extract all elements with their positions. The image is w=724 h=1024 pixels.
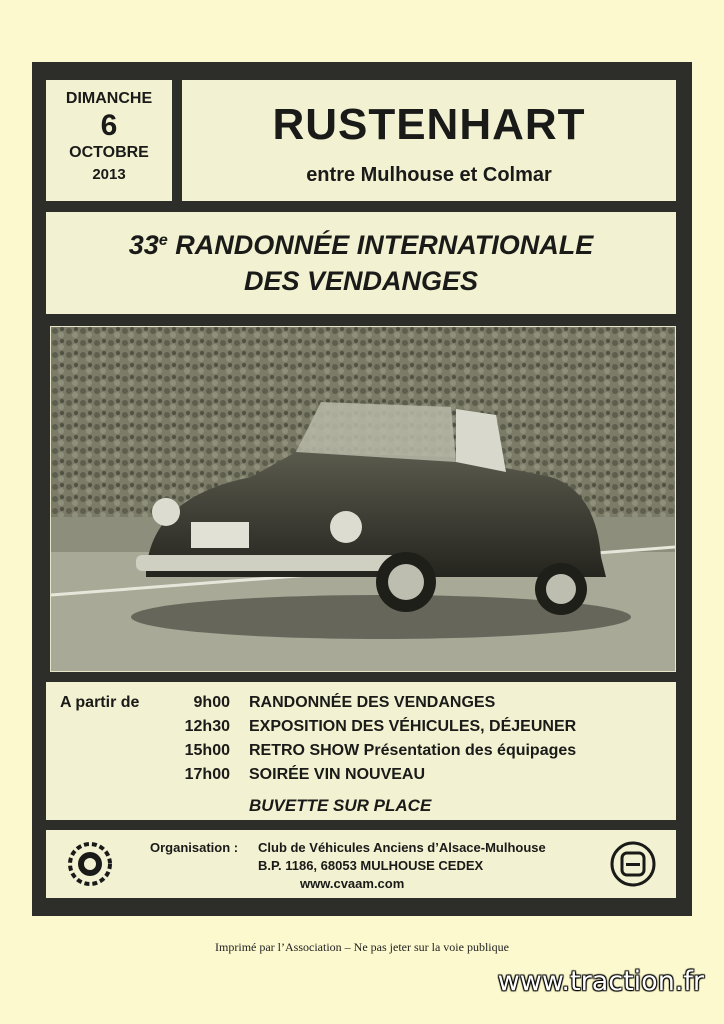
date-panel <box>46 80 172 201</box>
weekday: DIMANCHE <box>65 90 153 107</box>
club-emblem-icon <box>610 841 656 887</box>
event-ordinal: e <box>158 232 168 249</box>
event-title-panel <box>46 212 676 314</box>
location-subtitle: entre Mulhouse et Colmar <box>306 164 552 186</box>
watermark: www.traction.fr <box>497 966 704 997</box>
schedule-time: 12h30 <box>184 718 230 735</box>
club-badge-icon <box>68 842 112 886</box>
car-photo-illustration <box>51 327 675 671</box>
car-photo <box>50 326 676 672</box>
month: OCTOBRE <box>69 144 149 161</box>
buvette-notice: BUVETTE SUR PLACE <box>249 796 432 815</box>
schedule-row <box>46 766 676 788</box>
schedule-label-group <box>249 742 576 760</box>
schedule-time: 9h00 <box>193 694 230 711</box>
organisation-address: B.P. 1186, 68053 MULHOUSE CEDEX <box>258 858 484 873</box>
year: 2013 <box>92 166 126 183</box>
schedule-row <box>46 694 676 716</box>
schedule-intro: A partir de <box>60 694 140 711</box>
footer-note: Imprimé par l’Association – Ne pas jeter sur la voie publique <box>215 940 509 954</box>
event-title-line-2: DES VENDANGES <box>243 266 479 296</box>
organisation-website[interactable]: www.cvaam.com <box>300 876 405 891</box>
schedule-row <box>46 742 676 764</box>
town-title: RUSTENHART <box>272 100 586 149</box>
event-title-rest: RANDONNÉE INTERNATIONALE <box>167 230 594 260</box>
schedule-panel <box>46 682 676 820</box>
schedule-label: SOIRÉE VIN NOUVEAU <box>249 766 426 783</box>
event-title-line-1 <box>46 227 676 263</box>
schedule-row <box>46 718 676 740</box>
schedule-time: 15h00 <box>184 742 230 759</box>
schedule-label: EXPOSITION DES VÉHICULES, DÉJEUNER <box>249 718 577 735</box>
poster-frame <box>32 62 692 916</box>
organisation-label: Organisation : <box>150 840 239 855</box>
organisation-panel <box>46 830 676 898</box>
organisation-name: Club de Véhicules Anciens d’Alsace-Mulhouse <box>258 840 546 855</box>
schedule-time: 17h00 <box>184 766 230 783</box>
schedule-label: RETRO SHOW <box>249 742 360 759</box>
schedule-label: RANDONNÉE DES VENDANGES <box>249 694 496 711</box>
event-number: 33 <box>128 230 159 260</box>
day-number: 6 <box>100 109 118 142</box>
schedule-label-extra: Présentation des équipages <box>359 742 577 759</box>
title-panel <box>182 80 676 201</box>
